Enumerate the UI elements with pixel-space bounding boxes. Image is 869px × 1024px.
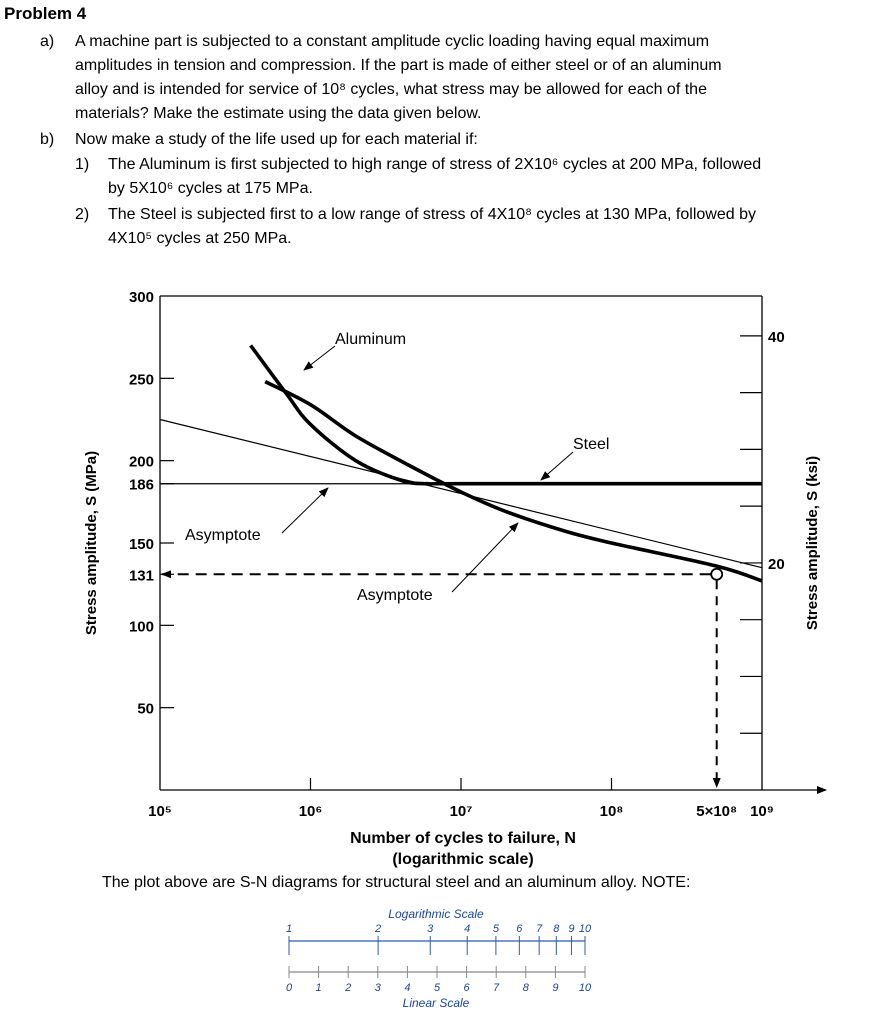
linear-scale-label: 5 (433, 982, 441, 994)
part-b-intro: Now make a study of the life used up for each material if: (75, 131, 478, 148)
part-a-line: materials? Make the estimate using the data given below. (75, 105, 482, 122)
log-scale-label: 3 (427, 923, 434, 935)
part-a-line: alloy and is intended for service of 10⁸ cycles, what stress may be allowed for each of the (75, 81, 707, 98)
y-tick-label: 186 (128, 476, 154, 494)
aluminum-label: Aluminum (335, 331, 407, 348)
reference-group (162, 569, 722, 787)
problem-title: Problem 4 (4, 4, 87, 23)
log-scale-label: 10 (578, 923, 592, 935)
part-b-item-number: 2) (75, 206, 90, 223)
y-tick-label: 250 (128, 371, 154, 389)
linear-scale-label: 1 (315, 982, 322, 994)
linear-scale-label: 6 (463, 982, 470, 994)
linear-scale-label: 10 (578, 982, 592, 994)
part-b-item-line: by 5X10⁶ cycles at 175 MPa. (108, 180, 313, 197)
steel-leader (541, 452, 573, 480)
part-b-label: b) (40, 131, 55, 148)
asymptote-leader-upper (282, 488, 328, 533)
chart-note: The plot above are S-N diagrams for structural steel and an aluminum alloy. NOTE: (102, 874, 691, 891)
y-axis-title: Stress amplitude, S (MPa) (83, 450, 100, 636)
y-tick-label: 131 (128, 567, 154, 585)
linear-scale-label: 4 (404, 982, 411, 994)
y-tick-label: 200 (128, 453, 154, 471)
x-tick-label: 10⁵ (148, 803, 172, 820)
x-tick-label: 10⁷ (449, 803, 473, 820)
x-axis-title: Number of cycles to failure, N (350, 830, 576, 847)
x-tick-label: 10⁸ (599, 803, 624, 820)
x-tick-label: 10⁶ (298, 803, 323, 820)
part-b-item-line: The Steel is subjected first to a low range of stress of 4X10⁸ cycles at 130 MPa, followed by (108, 206, 756, 223)
log-scale-label: 5 (492, 923, 499, 935)
reference-point (711, 569, 722, 580)
aluminum-curve (265, 382, 762, 581)
log-scale-label: 1 (285, 923, 293, 935)
log-scale (286, 923, 592, 955)
part-a-line: A machine part is subjected to a constant amplitude cyclic loading having equal maximum (75, 33, 710, 50)
part-b-item-line: The Aluminum is first subjected to high range of stress of 2X10⁶ cycles at 200 MPa, followed (108, 156, 762, 173)
asymptote-label-lower: Asymptote (357, 587, 433, 604)
linear-scale-label: 8 (522, 982, 529, 994)
x-ticks (148, 778, 774, 820)
y-tick-label: 100 (128, 618, 154, 636)
linear-scale-title: Linear Scale (402, 996, 470, 1010)
x-axis-subtitle: (logarithmic scale) (392, 851, 534, 868)
y-tick-label: 300 (128, 289, 154, 306)
log-scale-label: 2 (375, 923, 382, 935)
y-right-tick-label: 40 (768, 328, 785, 346)
log-scale-label: 8 (553, 923, 560, 935)
log-scale-title: Logarithmic Scale (388, 907, 484, 921)
linear-scale-label: 9 (552, 982, 559, 994)
linear-scale-label: 2 (345, 982, 352, 994)
linear-scale-label: 7 (493, 982, 500, 994)
log-scale-label: 6 (516, 923, 523, 935)
log-scale-label: 9 (568, 923, 575, 935)
log-scale-label: 4 (464, 923, 471, 935)
y-tick-label: 150 (128, 536, 154, 553)
x-tick-label: 5×10⁸ (696, 803, 738, 820)
y-tick-label: 50 (137, 700, 154, 718)
part-b-item-number: 1) (75, 156, 90, 173)
part-a-label: a) (40, 33, 55, 50)
part-b-item-line: 4X10⁵ cycles at 250 MPa. (108, 230, 292, 247)
y-right-tick-label: 20 (768, 555, 785, 573)
steel-label: Steel (573, 436, 610, 453)
y-ticks (129, 289, 174, 718)
log-scale-label: 7 (536, 923, 543, 935)
part-a-line: amplitudes in tension and compression. If the part is made of either steel or of an aluminum (75, 57, 722, 74)
curves (251, 345, 762, 581)
asymptote-leader-lower (452, 523, 518, 592)
asymptote-label-upper: Asymptote (185, 527, 261, 544)
x-tick-label: 10⁹ (750, 803, 774, 820)
linear-scale-label: 3 (374, 982, 381, 994)
y-axis-right-title: Stress amplitude, S (ksi) (804, 455, 821, 631)
aluminum-leader (304, 346, 335, 370)
linear-scale-label: 0 (285, 982, 293, 994)
linear-scale (286, 966, 592, 994)
